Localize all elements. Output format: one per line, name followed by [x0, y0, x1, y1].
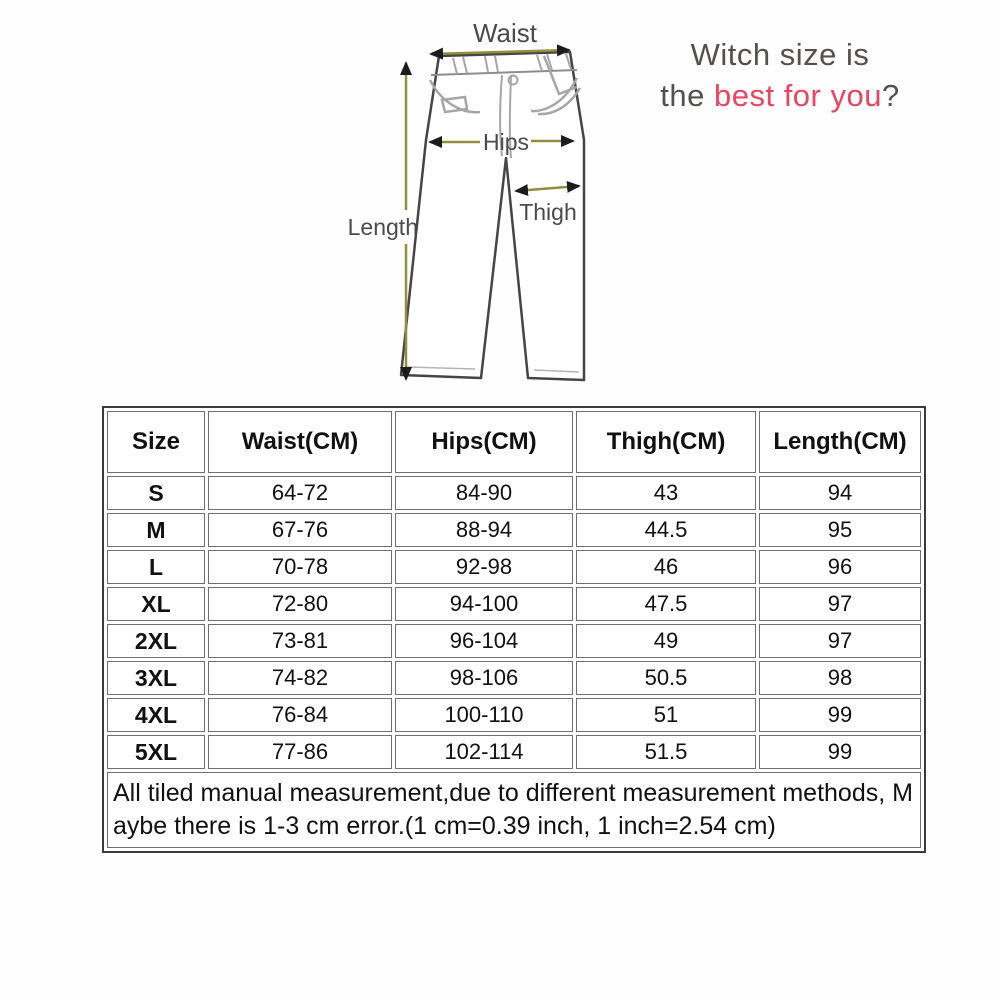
hips-cell: 100-110 — [395, 698, 573, 732]
size-cell: 2XL — [107, 624, 205, 658]
title-line-2: the best for you? — [660, 78, 900, 113]
column-header-thigh: Thigh(CM) — [576, 411, 756, 473]
length-cell: 96 — [759, 550, 921, 584]
table-row — [107, 550, 921, 584]
table-row — [107, 587, 921, 621]
size-cell: M — [107, 513, 205, 547]
column-header-size: Size — [107, 411, 205, 473]
thigh-cell: 50.5 — [576, 661, 756, 695]
waist-cell: 70-78 — [208, 550, 392, 584]
thigh-cell: 49 — [576, 624, 756, 658]
length-cell: 99 — [759, 698, 921, 732]
length-cell: 97 — [759, 587, 921, 621]
size-cell: 3XL — [107, 661, 205, 695]
length-cell: 94 — [759, 476, 921, 510]
pants-diagram-svg — [330, 8, 640, 398]
hips-cell: 102-114 — [395, 735, 573, 769]
size-cell: 5XL — [107, 735, 205, 769]
waist-cell: 72-80 — [208, 587, 392, 621]
measurement-note: All tiled manual measurement,due to different measurement methods, Maybe there is 1-3 cm error.(1 cm=0.39 inch, 1 inch=2.54 cm) — [107, 772, 921, 848]
size-cell: S — [107, 476, 205, 510]
table-row — [107, 476, 921, 510]
size-cell: 4XL — [107, 698, 205, 732]
waist-cell: 76-84 — [208, 698, 392, 732]
header-row — [107, 411, 921, 473]
waist-cell: 64-72 — [208, 476, 392, 510]
thigh-cell: 47.5 — [576, 587, 756, 621]
thigh-label: Thigh — [519, 199, 577, 225]
size-cell: XL — [107, 587, 205, 621]
pants-measurement-diagram — [330, 8, 640, 398]
thigh-cell: 43 — [576, 476, 756, 510]
column-header-hips: Hips(CM) — [395, 411, 573, 473]
length-cell: 97 — [759, 624, 921, 658]
waist-cell: 77-86 — [208, 735, 392, 769]
thigh-cell: 51 — [576, 698, 756, 732]
waist-cell: 74-82 — [208, 661, 392, 695]
hips-cell: 98-106 — [395, 661, 573, 695]
thigh-cell: 46 — [576, 550, 756, 584]
length-cell: 98 — [759, 661, 921, 695]
hips-cell: 84-90 — [395, 476, 573, 510]
thigh-cell: 44.5 — [576, 513, 756, 547]
length-label: Length — [347, 214, 418, 240]
waist-cell: 73-81 — [208, 624, 392, 658]
table-row — [107, 735, 921, 769]
table-row — [107, 624, 921, 658]
thigh-cell: 51.5 — [576, 735, 756, 769]
table-row — [107, 698, 921, 732]
page-title — [598, 34, 962, 116]
note-row — [107, 772, 921, 848]
hips-label: Hips — [482, 129, 530, 155]
length-cell: 95 — [759, 513, 921, 547]
column-header-length: Length(CM) — [759, 411, 921, 473]
title-line-1: Witch size is — [690, 37, 870, 72]
hips-cell: 88-94 — [395, 513, 573, 547]
hips-cell: 94-100 — [395, 587, 573, 621]
size-cell: L — [107, 550, 205, 584]
title-highlight: best for you — [713, 78, 882, 113]
waist-cell: 67-76 — [208, 513, 392, 547]
hips-cell: 92-98 — [395, 550, 573, 584]
length-cell: 99 — [759, 735, 921, 769]
table-row — [107, 513, 921, 547]
size-table — [102, 406, 926, 853]
table-row — [107, 661, 921, 695]
hips-cell: 96-104 — [395, 624, 573, 658]
column-header-waist: Waist(CM) — [208, 411, 392, 473]
waist-label: Waist — [472, 18, 538, 48]
